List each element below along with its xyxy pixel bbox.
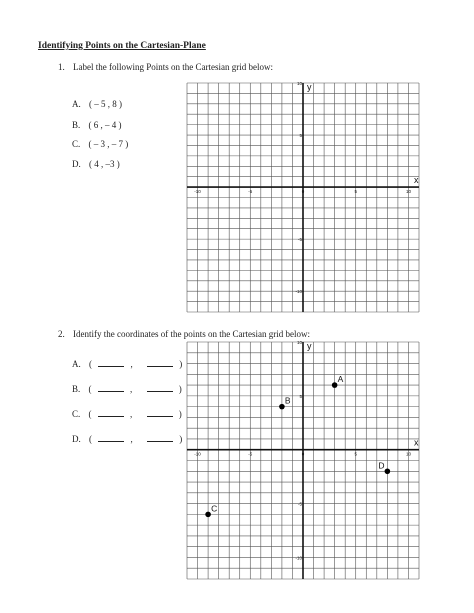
- q1-option-d-coords: ( 4 , –3 ): [89, 159, 120, 169]
- point-marker-d: [385, 468, 391, 474]
- point-label-d: D: [378, 460, 385, 471]
- q2-option-a-close: ): [179, 359, 183, 369]
- q2-option-b-open: (: [88, 384, 92, 394]
- x-tick-label: 5: [354, 189, 357, 195]
- y-axis-label: y: [307, 82, 312, 92]
- q1-option-a-coords: ( – 5 , 8 ): [89, 99, 122, 109]
- x-tick-label: -10: [194, 451, 201, 457]
- q2-option-c-close: ): [178, 409, 182, 419]
- x-tick-label: 0: [301, 189, 305, 195]
- point-label-b: B: [284, 395, 291, 406]
- q2-option-c-open: (: [88, 409, 92, 419]
- q1-option-b-coords: ( 6 , – 4 ): [88, 120, 122, 130]
- x-tick-label: -5: [248, 189, 253, 195]
- q2-option-d-close: ): [179, 434, 183, 444]
- x-axis-label: x: [414, 175, 419, 186]
- x-tick-label: 10: [405, 451, 411, 457]
- y-tick-label: 5: [299, 393, 302, 399]
- x-tick-label: 5: [354, 451, 357, 457]
- x-tick-label: -5: [248, 451, 253, 457]
- y-tick-label: 10: [296, 81, 302, 86]
- y-tick-label: 5: [299, 133, 302, 139]
- q2-option-d-open: (: [89, 434, 92, 444]
- q1-option-c-letter: C.: [72, 139, 81, 149]
- point-label-a: A: [337, 374, 344, 385]
- q2-option-b-close: ): [178, 384, 182, 394]
- q2-option-b-comma: ,: [130, 384, 133, 394]
- y-tick-label: -5: [297, 501, 302, 507]
- point-marker-c: [205, 512, 211, 518]
- q2-option-d-letter: D.: [72, 434, 81, 444]
- x-tick-label: -10: [194, 189, 201, 195]
- x-tick-label: 10: [405, 189, 411, 195]
- y-tick-label: 10: [296, 340, 302, 345]
- q1-option-d-letter: D.: [72, 159, 81, 169]
- q2-option-a-comma: ,: [130, 359, 133, 369]
- q2-option-c-letter: C.: [72, 409, 81, 419]
- point-marker-b: [279, 404, 285, 410]
- y-axis-label: y: [307, 341, 312, 351]
- y-tick-label: -10: [295, 289, 302, 295]
- question-1-number: 1.: [58, 62, 65, 72]
- y-tick-label: -10: [295, 555, 302, 561]
- q1-option-a-letter: A.: [72, 99, 81, 109]
- question-1-prompt: Label the following Points on the Cartesian grid below:: [73, 62, 273, 72]
- question-2-number: 2.: [58, 329, 65, 339]
- q1-option-b-letter: B.: [72, 120, 81, 130]
- q2-option-c-comma: ,: [130, 409, 133, 419]
- q2-option-d-comma: ,: [130, 434, 133, 444]
- q2-option-a-letter: A.: [72, 359, 81, 369]
- point-marker-a: [332, 382, 338, 388]
- x-axis-label: x: [414, 437, 419, 448]
- point-label-c: C: [211, 503, 218, 514]
- x-tick-label: 0: [301, 451, 305, 457]
- worksheet-title: Identifying Points on the Cartesian-Plane: [38, 41, 206, 51]
- y-tick-label: -5: [297, 237, 302, 243]
- q2-option-b-letter: B.: [72, 384, 81, 394]
- q1-option-c-coords: ( – 3 , – 7 ): [88, 139, 129, 149]
- question-2-prompt: Identify the coordinates of the points on the Cartesian grid below:: [73, 329, 310, 339]
- q2-option-a-open: (: [89, 359, 92, 369]
